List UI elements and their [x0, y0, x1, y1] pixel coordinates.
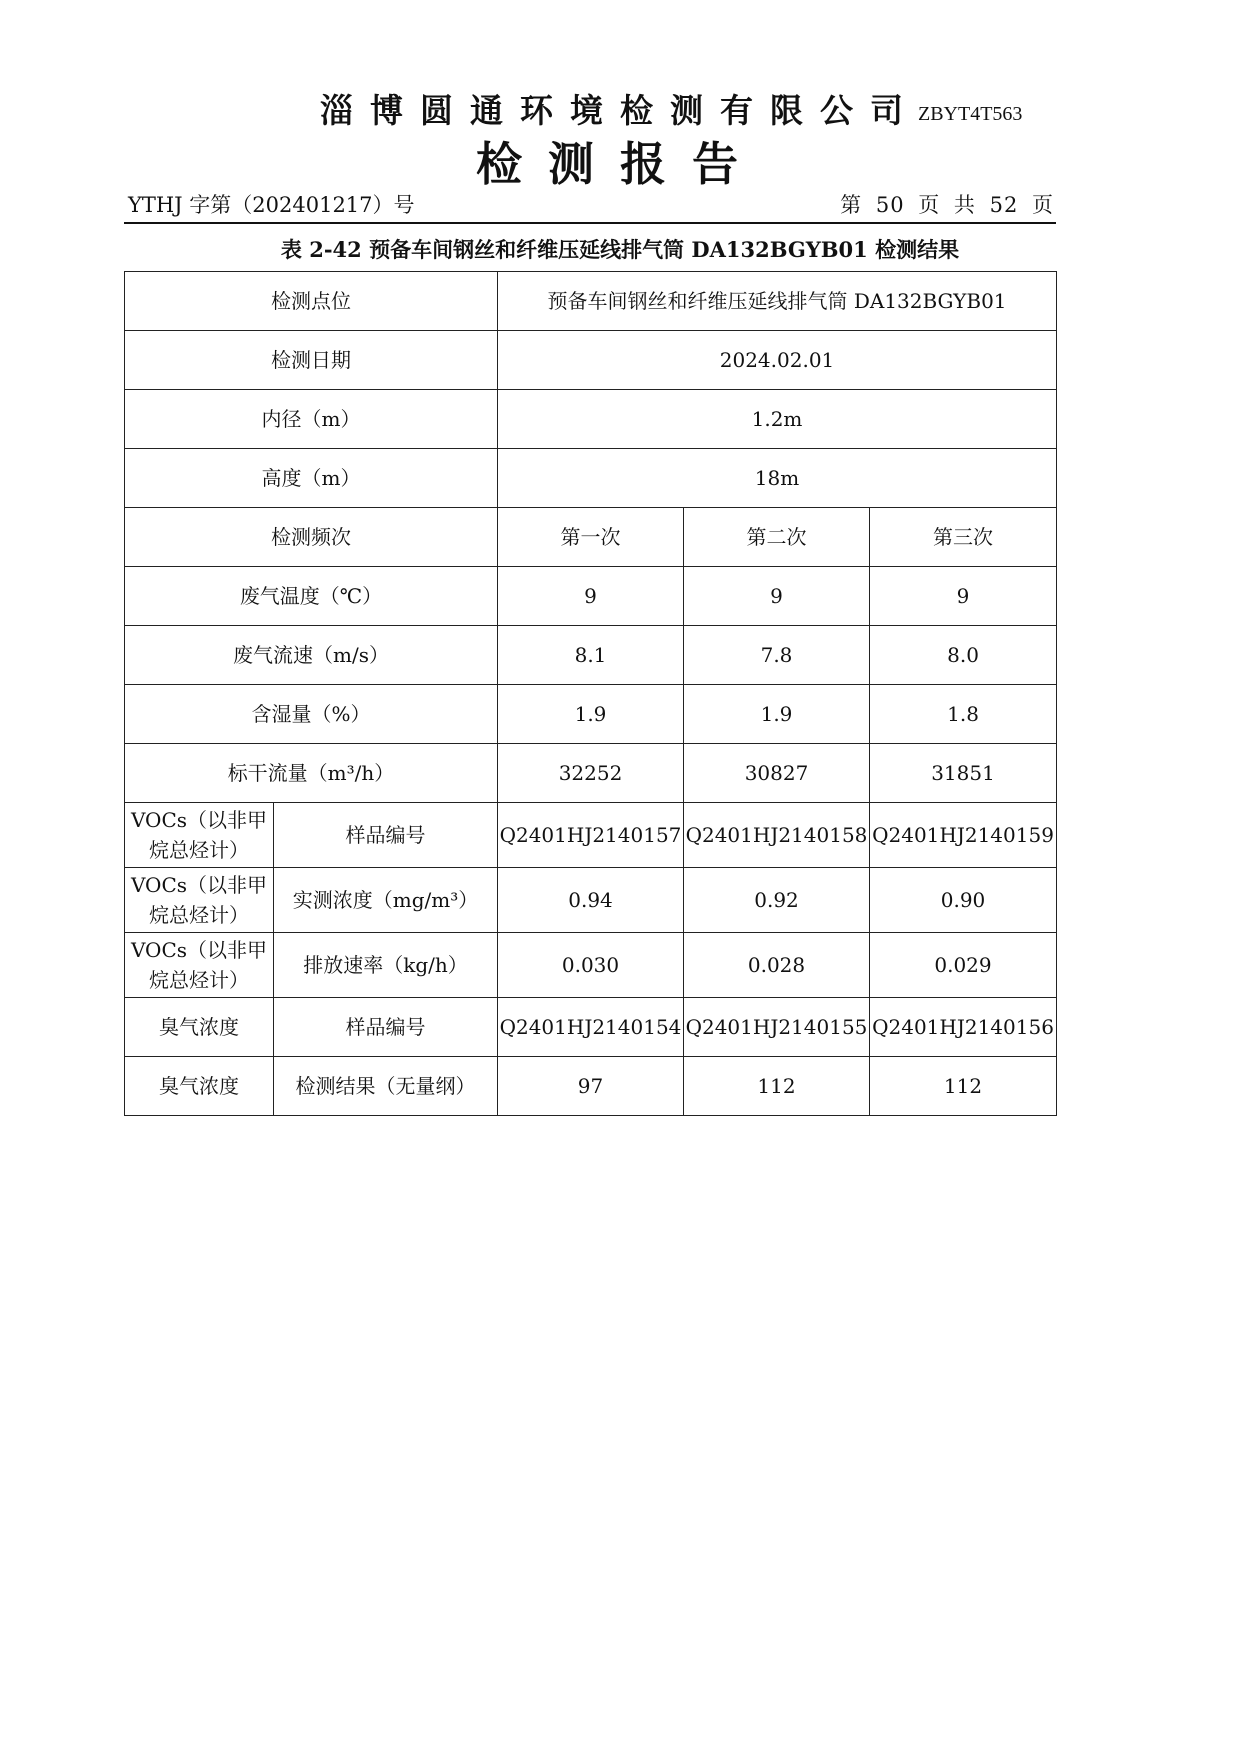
cell-value: 7.8: [684, 626, 870, 685]
cell-value: 0.94: [498, 868, 684, 933]
cell-value: Q2401HJ2140156: [870, 998, 1057, 1057]
group-label: 臭气浓度: [125, 1057, 274, 1116]
row-label: 标干流量（m³/h）: [125, 744, 498, 803]
cell-value: 0.029: [870, 933, 1057, 998]
report-code: ZBYT4T563: [918, 103, 1023, 125]
table-row: [125, 508, 1057, 567]
row-label: 检测点位: [125, 272, 498, 331]
cell-value: 1.9: [498, 685, 684, 744]
table-row: [125, 744, 1057, 803]
cell-value: 第一次: [498, 508, 684, 567]
cell-value: Q2401HJ2140158: [684, 803, 870, 868]
cell-value: 97: [498, 1057, 684, 1116]
cell-value: 8.1: [498, 626, 684, 685]
row-value: 18m: [498, 449, 1057, 508]
table-row: [125, 272, 1057, 331]
cell-value: 第二次: [684, 508, 870, 567]
row-label: 废气温度（℃）: [125, 567, 498, 626]
cell-value: Q2401HJ2140154: [498, 998, 684, 1057]
results-table: [124, 271, 1057, 1116]
table-row: [125, 998, 1057, 1057]
cell-value: 0.030: [498, 933, 684, 998]
item-label: 排放速率（kg/h）: [274, 933, 498, 998]
cell-value: 31851: [870, 744, 1057, 803]
cell-value: 0.92: [684, 868, 870, 933]
table-row: [125, 868, 1057, 933]
cell-value: 0.028: [684, 933, 870, 998]
cell-value: 32252: [498, 744, 684, 803]
group-label: 臭气浓度: [125, 998, 274, 1057]
group-label: VOCs（以非甲烷总烃计）: [125, 933, 274, 998]
document-number: YTHJ 字第（202401217）号: [128, 193, 415, 217]
group-label: VOCs（以非甲烷总烃计）: [125, 803, 274, 868]
row-label: 检测频次: [125, 508, 498, 567]
row-label: 检测日期: [125, 331, 498, 390]
row-value: 2024.02.01: [498, 331, 1057, 390]
cell-value: Q2401HJ2140159: [870, 803, 1057, 868]
item-label: 检测结果（无量纲）: [274, 1057, 498, 1116]
cell-value: 9: [684, 567, 870, 626]
item-label: 样品编号: [274, 998, 498, 1057]
cell-value: Q2401HJ2140155: [684, 998, 870, 1057]
table-row: [125, 1057, 1057, 1116]
cell-value: 112: [870, 1057, 1057, 1116]
table-caption: 表 2-42 预备车间钢丝和纤维压延线排气筒 DA132BGYB01 检测结果: [280, 237, 960, 262]
cell-value: 第三次: [870, 508, 1057, 567]
row-label: 废气流速（m/s）: [125, 626, 498, 685]
cell-value: 9: [870, 567, 1057, 626]
row-value: 预备车间钢丝和纤维压延线排气筒 DA132BGYB01: [498, 272, 1057, 331]
table-row: [125, 449, 1057, 508]
page-indicator: 第 50 页 共 52 页: [840, 193, 1054, 217]
cell-value: 8.0: [870, 626, 1057, 685]
row-value: 1.2m: [498, 390, 1057, 449]
company-name: 淄博圆通环境检测有限公司: [320, 91, 920, 130]
cell-value: 1.8: [870, 685, 1057, 744]
header-divider: [124, 222, 1056, 224]
item-label: 样品编号: [274, 803, 498, 868]
cell-value: 30827: [684, 744, 870, 803]
report-title: 检测报告: [476, 137, 764, 191]
cell-value: 112: [684, 1057, 870, 1116]
cell-value: 9: [498, 567, 684, 626]
cell-value: 0.90: [870, 868, 1057, 933]
row-label: 内径（m）: [125, 390, 498, 449]
table-row: [125, 803, 1057, 868]
item-label: 实测浓度（mg/m³）: [274, 868, 498, 933]
table-row: [125, 567, 1057, 626]
table-row: [125, 626, 1057, 685]
cell-value: Q2401HJ2140157: [498, 803, 684, 868]
table-row: [125, 331, 1057, 390]
table-row: [125, 933, 1057, 998]
table-row: [125, 390, 1057, 449]
table-row: [125, 685, 1057, 744]
row-label: 含湿量（%）: [125, 685, 498, 744]
cell-value: 1.9: [684, 685, 870, 744]
group-label: VOCs（以非甲烷总烃计）: [125, 868, 274, 933]
row-label: 高度（m）: [125, 449, 498, 508]
